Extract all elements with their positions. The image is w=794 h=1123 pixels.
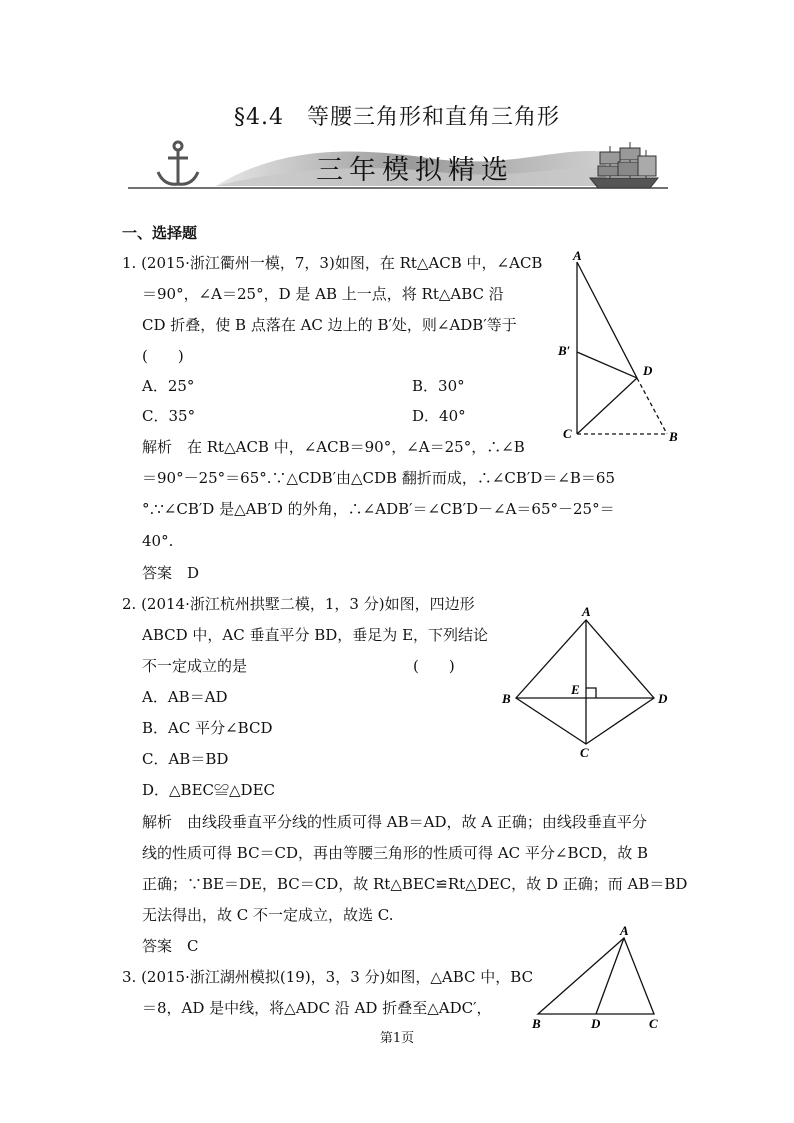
anchor-icon [158, 142, 198, 184]
fig2-label-d: D [658, 691, 668, 706]
figure-3 [528, 924, 678, 1034]
q2-line-2: ABCD 中，AC 垂直平分 BD，垂足为 E，下列结论 [142, 626, 489, 644]
q2-solution-2: 线的性质可得 BC＝CD，再由等腰三角形的性质可得 AC 平分∠BCD，故 B [142, 844, 649, 862]
fig3-label-c: C [649, 1016, 658, 1031]
q2-line-3-bracket: ( ) [413, 657, 455, 675]
fig1-label-b: B [669, 429, 678, 444]
fig2-label-a: A [582, 604, 591, 619]
figure-2 [498, 600, 678, 760]
fig2-label-c: C [580, 745, 589, 760]
q2-line-3: 不一定成立的是 [142, 657, 248, 675]
fig1-label-c: C [563, 426, 572, 441]
q3-line-1: 3. (2015·浙江湖州模拟(19)，3，3 分)如图，△ABC 中，BC [122, 968, 534, 986]
fig1-label-b-prime: B′ [558, 343, 571, 358]
q1-line-3: CD 折叠，使 B 点落在 AC 边上的 B′处，则∠ADB′等于 [142, 316, 517, 334]
fig1-label-d: D [643, 363, 653, 378]
q1-solution-4: 40°. [142, 532, 174, 550]
q1-option-c: C．35° [142, 407, 196, 425]
section-heading: 一、选择题 [122, 224, 198, 242]
q1-line-1: 1. (2015·浙江衢州一模，7，3)如图，在 Rt△ACB 中，∠ACB [122, 254, 543, 272]
page-number: 第1页 [379, 1031, 415, 1046]
figure-1 [555, 248, 685, 448]
banner-title: 三年模拟精选 [316, 155, 514, 186]
q3-line-2: ＝8，AD 是中线，将△ADC 沿 AD 折叠至△ADC′， [142, 999, 492, 1017]
page-title: §4.4 等腰三角形和直角三角形 [234, 105, 560, 130]
q2-option-c: C．AB＝BD [142, 750, 229, 768]
q1-option-a: A．25° [142, 377, 195, 395]
q2-solution-1: 解析 由线段垂直平分线的性质可得 AB＝AD，故 A 正确；由线段垂直平分 [142, 813, 647, 831]
q1-line-4: ( ) [142, 347, 184, 365]
q1-answer: 答案 D [142, 564, 200, 582]
q2-solution-3: 正确；∵BE＝DE，BC＝CD，故 Rt△BEC≌Rt△DEC，故 D 正确；而 AB＝BD [142, 875, 688, 893]
q1-option-d: D．40° [412, 407, 466, 425]
q2-option-b: B．AC 平分∠BCD [142, 719, 273, 737]
q2-option-d: D．△BEC≌△DEC [142, 781, 276, 799]
fig2-label-e: E [571, 682, 580, 697]
q1-solution-1: 解析 在 Rt△ACB 中，∠ACB＝90°，∠A＝25°，∴∠B [142, 438, 525, 456]
fig3-label-b: B [532, 1016, 541, 1031]
q1-line-2: ＝90°，∠A＝25°，D 是 AB 上一点，将 Rt△ABC 沿 [142, 285, 504, 303]
q1-solution-3: °.∵∠CB′D 是△AB′D 的外角，∴∠ADB′＝∠CB′D－∠A＝65°－25°＝ [142, 500, 615, 518]
q1-solution-2: ＝90°－25°＝65°.∵△CDB′由△CDB 翻折而成，∴∠CB′D＝∠B＝65 [142, 469, 616, 487]
q2-line-1: 2. (2014·浙江杭州拱墅二模，1，3 分)如图，四边形 [122, 595, 475, 613]
fig3-label-a: A [620, 924, 629, 938]
q2-solution-4: 无法得出，故 C 不一定成立，故选 C. [142, 906, 394, 924]
q1-option-b: B．30° [412, 377, 465, 395]
fig3-label-d: D [591, 1016, 601, 1031]
q2-answer: 答案 C [142, 937, 199, 955]
q2-option-a: A．AB＝AD [142, 688, 228, 706]
fig1-label-a: A [573, 248, 582, 263]
fig2-label-b: B [502, 691, 511, 706]
